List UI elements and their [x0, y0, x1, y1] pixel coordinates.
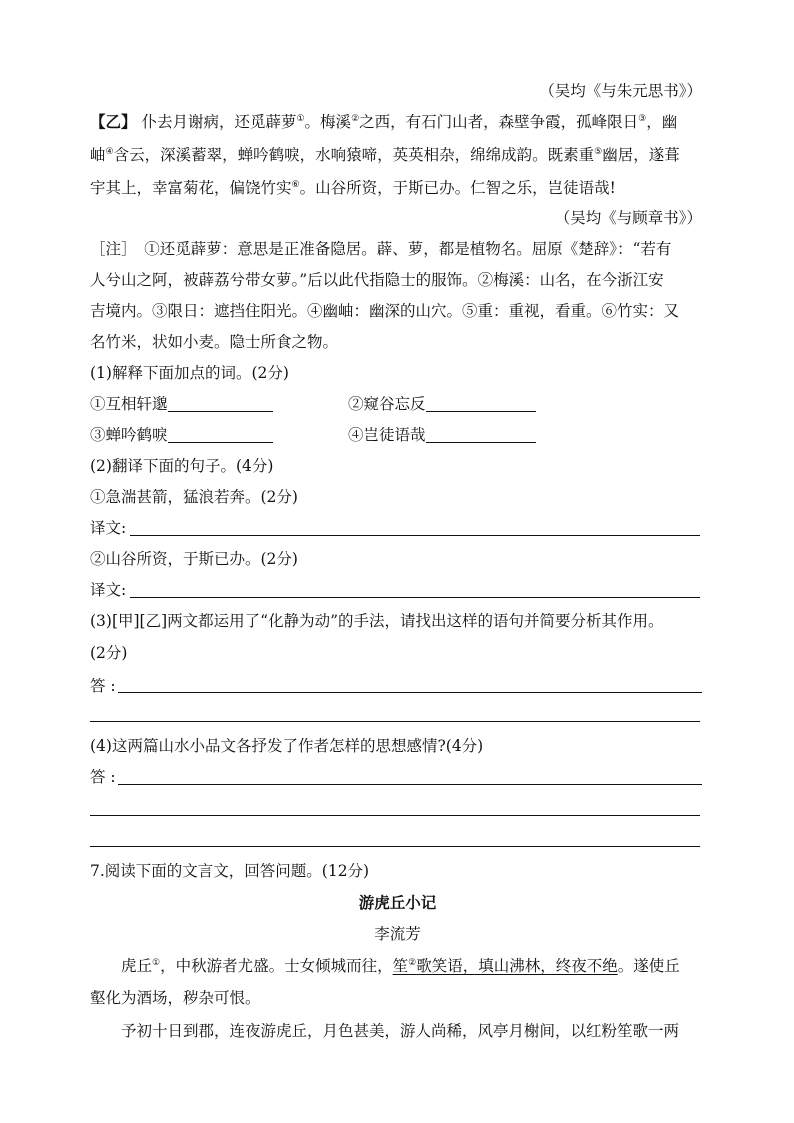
footnote-mark: ④	[105, 147, 114, 157]
text-run: 之西，有石门山者，森壁争霞，孤峰限日	[359, 113, 639, 131]
q1-item-a-label: ①互相轩邈	[90, 395, 168, 413]
text-run: 岫	[90, 146, 106, 164]
passage-title: 游虎丘小记	[358, 893, 437, 912]
answer-blank[interactable]	[168, 395, 273, 412]
text-run: ，中秋游者尤盛。士女倾城而往，	[160, 957, 393, 975]
q1-item-b	[348, 393, 536, 415]
answer-label: 答 :	[90, 768, 116, 786]
question-3-line-2: (2分)	[90, 644, 128, 662]
note-line-2: 人兮山之阿，被薜荔兮带女萝。”后以此代指隐士的服饰。②梅溪：山名，在今浙江安	[90, 271, 664, 289]
footnote-mark: ⑤	[594, 147, 603, 157]
note-line-3: 吉境内。③限日：遮挡住阳光。④幽岫：幽深的山穴。⑤重：重视，看重。⑥竹实：又	[90, 302, 680, 320]
answer-line[interactable]	[90, 815, 700, 816]
question-3-line-1: (3)[甲][乙]两文都运用了“化静为动”的手法，请找出这样的语句并简要分析其作用。	[90, 612, 664, 630]
answer-line[interactable]	[90, 721, 700, 722]
passage-line-2: 壑化为酒场，秽杂可恨。	[90, 989, 261, 1007]
yi-label: 【乙】	[90, 112, 137, 131]
answer-line[interactable]	[130, 535, 700, 536]
text-run: ，幽	[646, 113, 678, 131]
footnote-mark: ⑥	[291, 180, 300, 190]
passage-yi-line-1	[90, 111, 705, 133]
translation-label: 译文:	[90, 519, 127, 537]
note-line-1: ［注］ ①还觅薜萝：意思是正准备隐居。薜、萝，都是植物名。屈原《楚辞》：“若有	[90, 240, 672, 258]
text-run: 幽居，遂葺	[602, 146, 680, 164]
answer-label: 答 :	[90, 677, 116, 695]
passage-yi-line-2	[90, 144, 705, 166]
text-run: 笙	[392, 957, 409, 975]
question-2-item-a: ①急湍甚箭，猛浪若奔。(2分)	[90, 488, 298, 506]
question-4: (4)这两篇山水小品文各抒发了作者怎样的思想感情?(4分)	[90, 737, 484, 755]
underlined-sentence	[393, 957, 618, 975]
answer-line[interactable]	[130, 597, 700, 598]
text-run: 宇其上，幸富菊花，偏饶竹实	[90, 179, 292, 197]
q1-item-a	[90, 393, 273, 415]
answer-line[interactable]	[118, 784, 702, 785]
answer-blank[interactable]	[168, 426, 273, 443]
q1-item-b-label: ②窥谷忘反	[348, 395, 426, 413]
footnote-mark: ②	[408, 958, 417, 968]
answer-row-q3	[90, 675, 705, 697]
question-2-item-b: ②山谷所资，于斯已办。(2分)	[90, 550, 298, 568]
text-run: 歌笑语，填山沸林，终夜不绝	[416, 957, 618, 975]
q1-item-d-label: ④岂徒语哉	[348, 426, 426, 444]
q1-item-c-label: ③蝉吟鹤唳	[90, 426, 168, 444]
answer-blank[interactable]	[426, 426, 536, 443]
answer-line[interactable]	[90, 846, 700, 847]
footnote-mark: ①	[296, 114, 305, 124]
question-1: (1)解释下面加点的词。(2分)	[90, 364, 289, 382]
source-citation-1: （吴均《与朱元思书》）	[539, 82, 702, 100]
passage-line-3: 予初十日到郡，连夜游虎丘，月色甚美，游人尚稀，风亭月榭间，以红粉笙歌一两	[121, 1022, 680, 1040]
passage-yi-line-3	[90, 177, 705, 199]
footnote-mark: ①	[152, 958, 161, 968]
text-run: 。梅溪	[304, 113, 352, 131]
answer-blank[interactable]	[426, 395, 536, 412]
footnote-mark: ③	[638, 114, 647, 124]
note-line-4: 名竹米，状如小麦。隐士所食之物。	[90, 333, 339, 351]
question-2: (2)翻译下面的句子。(4分)	[90, 457, 274, 475]
answer-line[interactable]	[118, 692, 702, 693]
q1-item-c	[90, 424, 273, 446]
text-run: 仆去月谢病，还觅薜萝	[141, 113, 297, 131]
text-run: 含云，深溪蓄翠，蝉吟鹤唳，水响猿啼，英英相杂，绵绵成韵。既素重	[113, 146, 595, 164]
footnote-mark: ②	[351, 114, 360, 124]
source-citation-2: （吴均《与顾章书》）	[554, 209, 702, 227]
q1-item-d	[348, 424, 536, 446]
text-run: 虎丘	[121, 957, 153, 975]
text-run: 。遂使丘	[617, 957, 680, 975]
translation-label: 译文:	[90, 581, 127, 599]
passage-line-1	[90, 955, 705, 977]
question-7: 7.阅读下面的文言文，回答问题。(12分)	[90, 862, 370, 880]
passage-author: 李流芳	[374, 925, 421, 943]
text-run: 。山谷所资，于斯已办。仁智之乐，岂徒语哉!	[299, 179, 616, 197]
